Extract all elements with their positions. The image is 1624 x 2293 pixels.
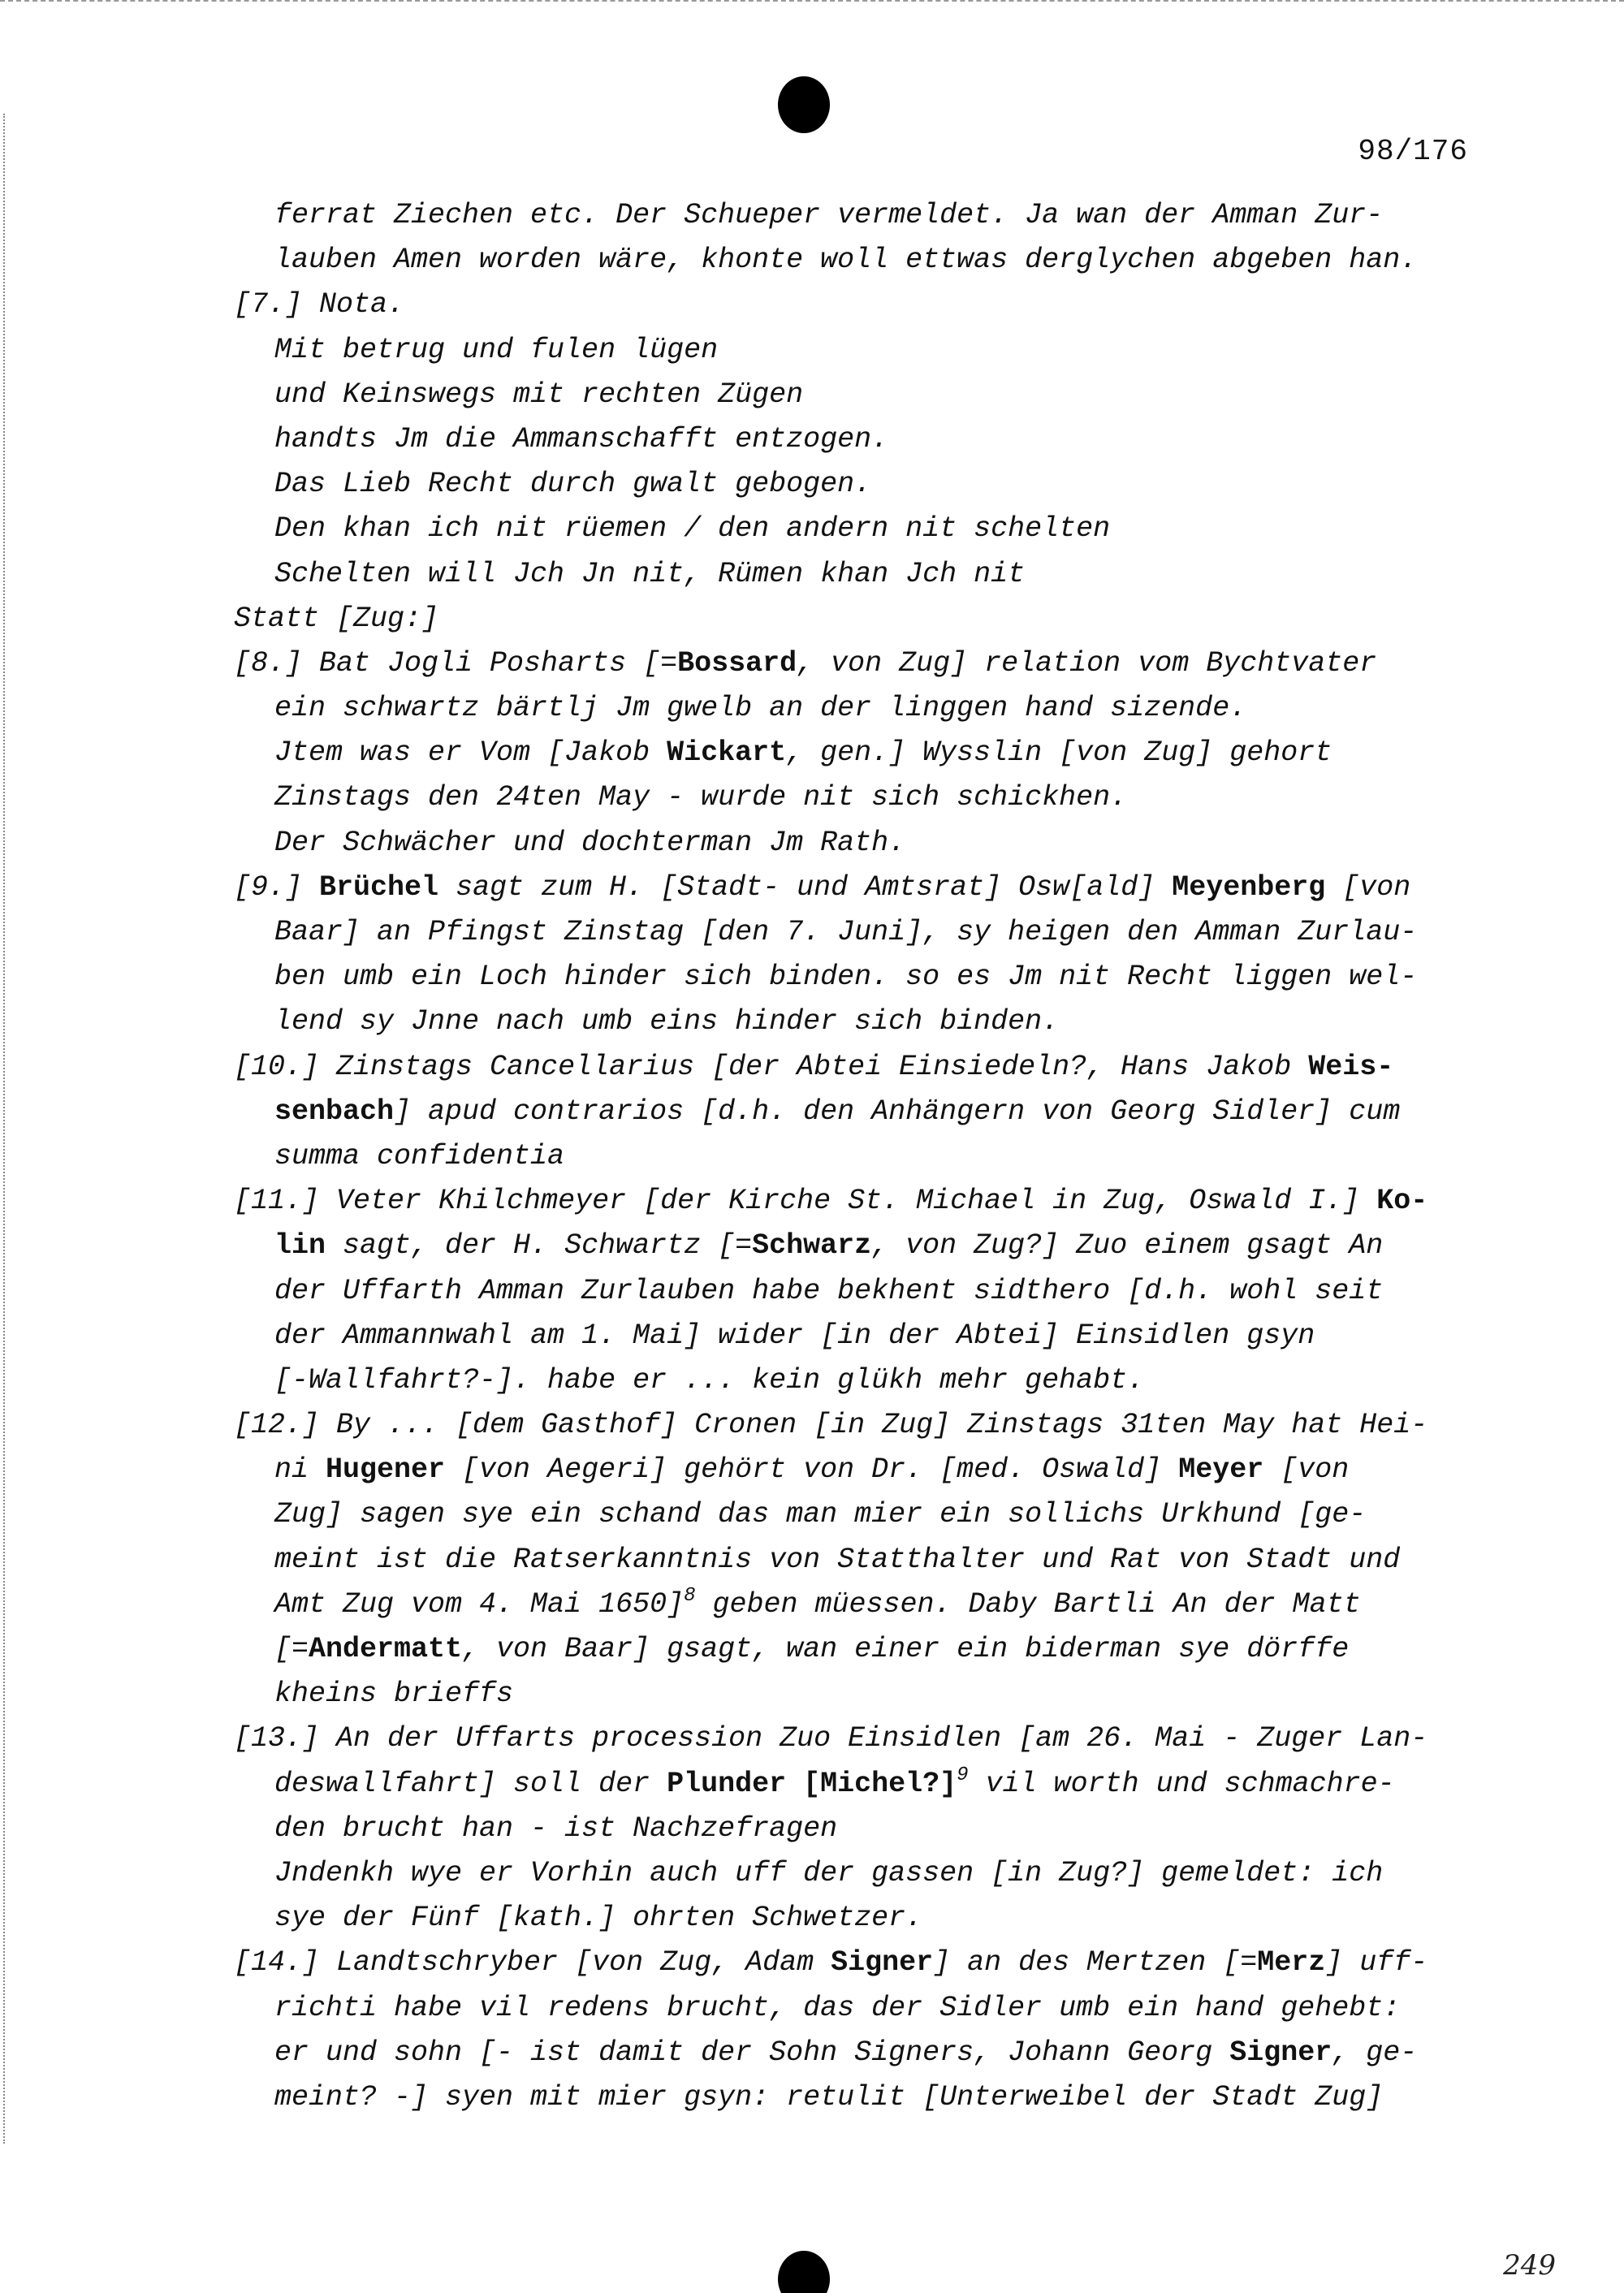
bold-name: Wickart xyxy=(667,736,787,770)
text-segment: Statt [Zug:] xyxy=(234,602,439,635)
bold-name: Hugener xyxy=(326,1453,446,1487)
text-segment: ni xyxy=(274,1453,326,1487)
text-segment: [7.] Nota. xyxy=(234,288,405,322)
scan-left-margin-marks xyxy=(3,114,15,2144)
text-segment: summa confidentia xyxy=(274,1139,565,1172)
text-segment: ] an des Mertzen [= xyxy=(933,1946,1258,1980)
text-segment: , von Zug?] Zuo einem gsagt An xyxy=(871,1229,1384,1263)
page-number: 98/176 xyxy=(1358,135,1468,168)
text-segment: meint? -] syen mit mier gsyn: retulit [Unterweibel der Stadt Zug] xyxy=(274,2080,1384,2114)
text-segment: kheins brieffs xyxy=(274,1678,514,1711)
text-line xyxy=(274,417,1484,462)
text-segment: Der Schwächer und dochterman Jm Rath. xyxy=(274,826,906,859)
text-segment: lend sy Jnne nach umb eins hinder sich binden. xyxy=(274,1005,1060,1039)
scan-top-edge xyxy=(0,0,1624,6)
text-segment: der Uffarth Amman Zurlauben habe bekhent sidthero [d.h. wohl seit xyxy=(274,1274,1384,1307)
text-segment: sagt, der H. Schwartz [= xyxy=(326,1229,753,1263)
text-segment: [10.] Zinstags Cancellarius [der Abtei Einsiedeln?, Hans Jakob xyxy=(234,1050,1309,1083)
text-segment: der Ammannwahl am 1. Mai] wider [in der Abtei] Einsidlen gsyn xyxy=(274,1319,1315,1352)
text-line xyxy=(274,507,1484,551)
bold-name: Meyer xyxy=(1178,1453,1264,1487)
bold-name: Andermatt xyxy=(309,1633,463,1665)
text-segment: Mit betrug und fulen lügen xyxy=(274,333,719,366)
text-segment: Zinstags den 24ten May - wurde nit sich schickhen. xyxy=(274,781,1128,814)
text-line xyxy=(274,1090,1484,1134)
bold-name: Signer xyxy=(1229,2036,1332,2069)
text-line xyxy=(274,1224,1484,1268)
text-segment: sye der Fünf [kath.] ohrten Schwetzer. xyxy=(274,1902,923,1935)
text-line xyxy=(234,1717,1484,1761)
text-line xyxy=(274,1672,1484,1717)
text-line xyxy=(234,1045,1484,1090)
text-line xyxy=(274,328,1484,373)
text-segment: sagt zum H. [Stadt- und Amtsrat] Osw[ald] xyxy=(438,870,1173,904)
text-segment: Schelten will Jch Jn nit, Rümen khan Jch nit xyxy=(274,557,1026,590)
text-line xyxy=(274,2075,1484,2120)
text-segment: und Keinswegs mit rechten Zügen xyxy=(274,378,804,411)
text-line xyxy=(274,1762,1484,1807)
bold-name: Bossard xyxy=(677,646,797,680)
text-segment: [von Aegeri] gehört von Dr. [med. Oswald] xyxy=(445,1453,1179,1487)
text-line xyxy=(274,1851,1484,1896)
bold-name: Brüchel xyxy=(319,870,439,904)
text-segment: meint ist die Ratserkanntnis von Statthalter und Rat von Stadt und xyxy=(274,1543,1401,1576)
bold-name: Weis- xyxy=(1308,1050,1394,1083)
text-line xyxy=(274,2031,1484,2075)
text-segment: ] apud contrarios [d.h. den Anhängern von Georg Sidler] cum xyxy=(394,1095,1401,1128)
text-segment: [von xyxy=(1325,870,1411,904)
transcription-body xyxy=(234,193,1484,2120)
handwritten-folio-number: 249 xyxy=(1503,2249,1556,2282)
text-line xyxy=(274,462,1484,507)
text-segment: [14.] Landtschryber [von Zug, Adam xyxy=(234,1946,831,1980)
text-line xyxy=(274,1314,1484,1358)
text-line xyxy=(274,1583,1484,1627)
text-segment: vil worth und schmachre- xyxy=(968,1767,1395,1800)
bold-name: Schwarz xyxy=(752,1229,872,1263)
text-line xyxy=(274,1492,1484,1537)
text-segment: [8.] Bat Jogli Posharts [= xyxy=(234,646,678,680)
text-segment: ferrat Ziechen etc. Der Schueper vermeldet. Ja wan der Amman Zur- xyxy=(274,199,1384,231)
text-line xyxy=(234,1403,1484,1448)
text-segment: Jtem was er Vom [Jakob xyxy=(274,736,667,770)
text-segment: Baar] an Pfingst Zinstag [den 7. Juni], sy heigen den Amman Zurlau- xyxy=(274,916,1418,948)
text-line xyxy=(274,1896,1484,1941)
text-line xyxy=(234,641,1484,686)
text-line xyxy=(274,1538,1484,1583)
text-segment: [= xyxy=(274,1633,309,1665)
text-segment: Zug] sagen sye ein schand das man mier ein sollichs Urkhund [ge- xyxy=(274,1498,1367,1531)
text-line xyxy=(274,955,1484,1000)
bold-name: senbach xyxy=(274,1095,395,1128)
bold-name: Ko- xyxy=(1376,1185,1428,1218)
bold-name: Plunder [Michel?] xyxy=(667,1767,957,1800)
text-line xyxy=(274,910,1484,955)
text-line xyxy=(274,1000,1484,1044)
footnote-marker: 9 xyxy=(957,1764,969,1786)
text-line xyxy=(274,731,1484,775)
text-line xyxy=(274,1134,1484,1179)
text-line xyxy=(274,1269,1484,1314)
bold-name: Meyenberg xyxy=(1172,870,1326,904)
text-segment: [11.] Veter Khilchmeyer [der Kirche St. Michael in Zug, Oswald I.] xyxy=(234,1185,1377,1218)
text-segment: [-Wallfahrt?-]. habe er ... kein glükh mehr gehabt. xyxy=(274,1363,1145,1397)
text-line xyxy=(274,193,1484,238)
text-line xyxy=(274,1448,1484,1492)
text-segment: geben müessen. Daby Bartli An der Matt xyxy=(695,1587,1361,1621)
text-segment: den brucht han - ist Nachzefragen xyxy=(274,1812,838,1845)
text-segment: [12.] By ... [dem Gasthof] Cronen [in Zug] Zinstags 31ten May hat Hei- xyxy=(234,1409,1428,1442)
text-line xyxy=(274,1627,1484,1672)
text-segment: handts Jm die Ammanschafft entzogen. xyxy=(274,422,889,456)
footnote-marker: 8 xyxy=(684,1584,696,1607)
text-segment: , gen.] Wysslin [von Zug] gehort xyxy=(786,736,1332,770)
text-line xyxy=(274,1986,1484,2031)
bold-name: lin xyxy=(274,1229,326,1263)
text-segment: Das Lieb Recht durch gwalt gebogen. xyxy=(274,468,872,501)
text-line xyxy=(234,1179,1484,1224)
text-segment: ein schwartz bärtlj Jm gwelb an der linggen hand sizende. xyxy=(274,692,1247,725)
text-line xyxy=(274,821,1484,866)
text-segment: Jndenkh wye er Vorhin auch uff der gassen [in Zug?] gemeldet: ich xyxy=(274,1856,1384,1889)
text-line xyxy=(234,283,1484,327)
text-segment: , ge- xyxy=(1332,2036,1418,2069)
text-segment: lauben Amen worden wäre, khonte woll ettwas derglychen abgeben han. xyxy=(274,244,1418,277)
punch-hole-top xyxy=(778,76,830,133)
text-line xyxy=(274,552,1484,597)
text-segment: [von xyxy=(1263,1453,1350,1487)
text-segment: Amt Zug vom 4. Mai 1650] xyxy=(274,1587,685,1621)
text-segment: ] uff- xyxy=(1325,1946,1428,1980)
text-line xyxy=(274,775,1484,820)
text-line xyxy=(234,866,1484,910)
text-line xyxy=(234,597,1484,641)
text-line xyxy=(274,1358,1484,1403)
text-segment: deswallfahrt] soll der xyxy=(274,1767,667,1800)
text-segment: er und sohn [- ist damit der Sohn Signers, Johann Georg xyxy=(274,2036,1230,2069)
bold-name: Merz xyxy=(1257,1946,1326,1980)
text-line xyxy=(274,373,1484,417)
text-segment: [9.] xyxy=(234,870,320,904)
text-segment: ben umb ein Loch hinder sich binden. so es Jm nit Recht liggen wel- xyxy=(274,961,1418,994)
text-segment: richti habe vil redens brucht, das der Sidler umb ein hand gehebt: xyxy=(274,1991,1401,2024)
text-line xyxy=(274,238,1484,283)
text-line xyxy=(234,1941,1484,1985)
text-segment: [13.] An der Uffarts procession Zuo Einsidlen [am 26. Mai - Zuger Lan- xyxy=(234,1722,1428,1755)
text-line xyxy=(274,1807,1484,1851)
text-segment: , von Zug] relation vom Bychtvater xyxy=(797,646,1377,680)
text-segment: , von Baar] gsagt, wan einer ein biderman sye dörffe xyxy=(462,1633,1350,1665)
punch-hole-bottom xyxy=(778,2251,830,2293)
text-segment: Den khan ich nit rüemen / den andern nit schelten xyxy=(274,512,1111,546)
text-line xyxy=(274,686,1484,731)
bold-name: Signer xyxy=(831,1946,934,1980)
